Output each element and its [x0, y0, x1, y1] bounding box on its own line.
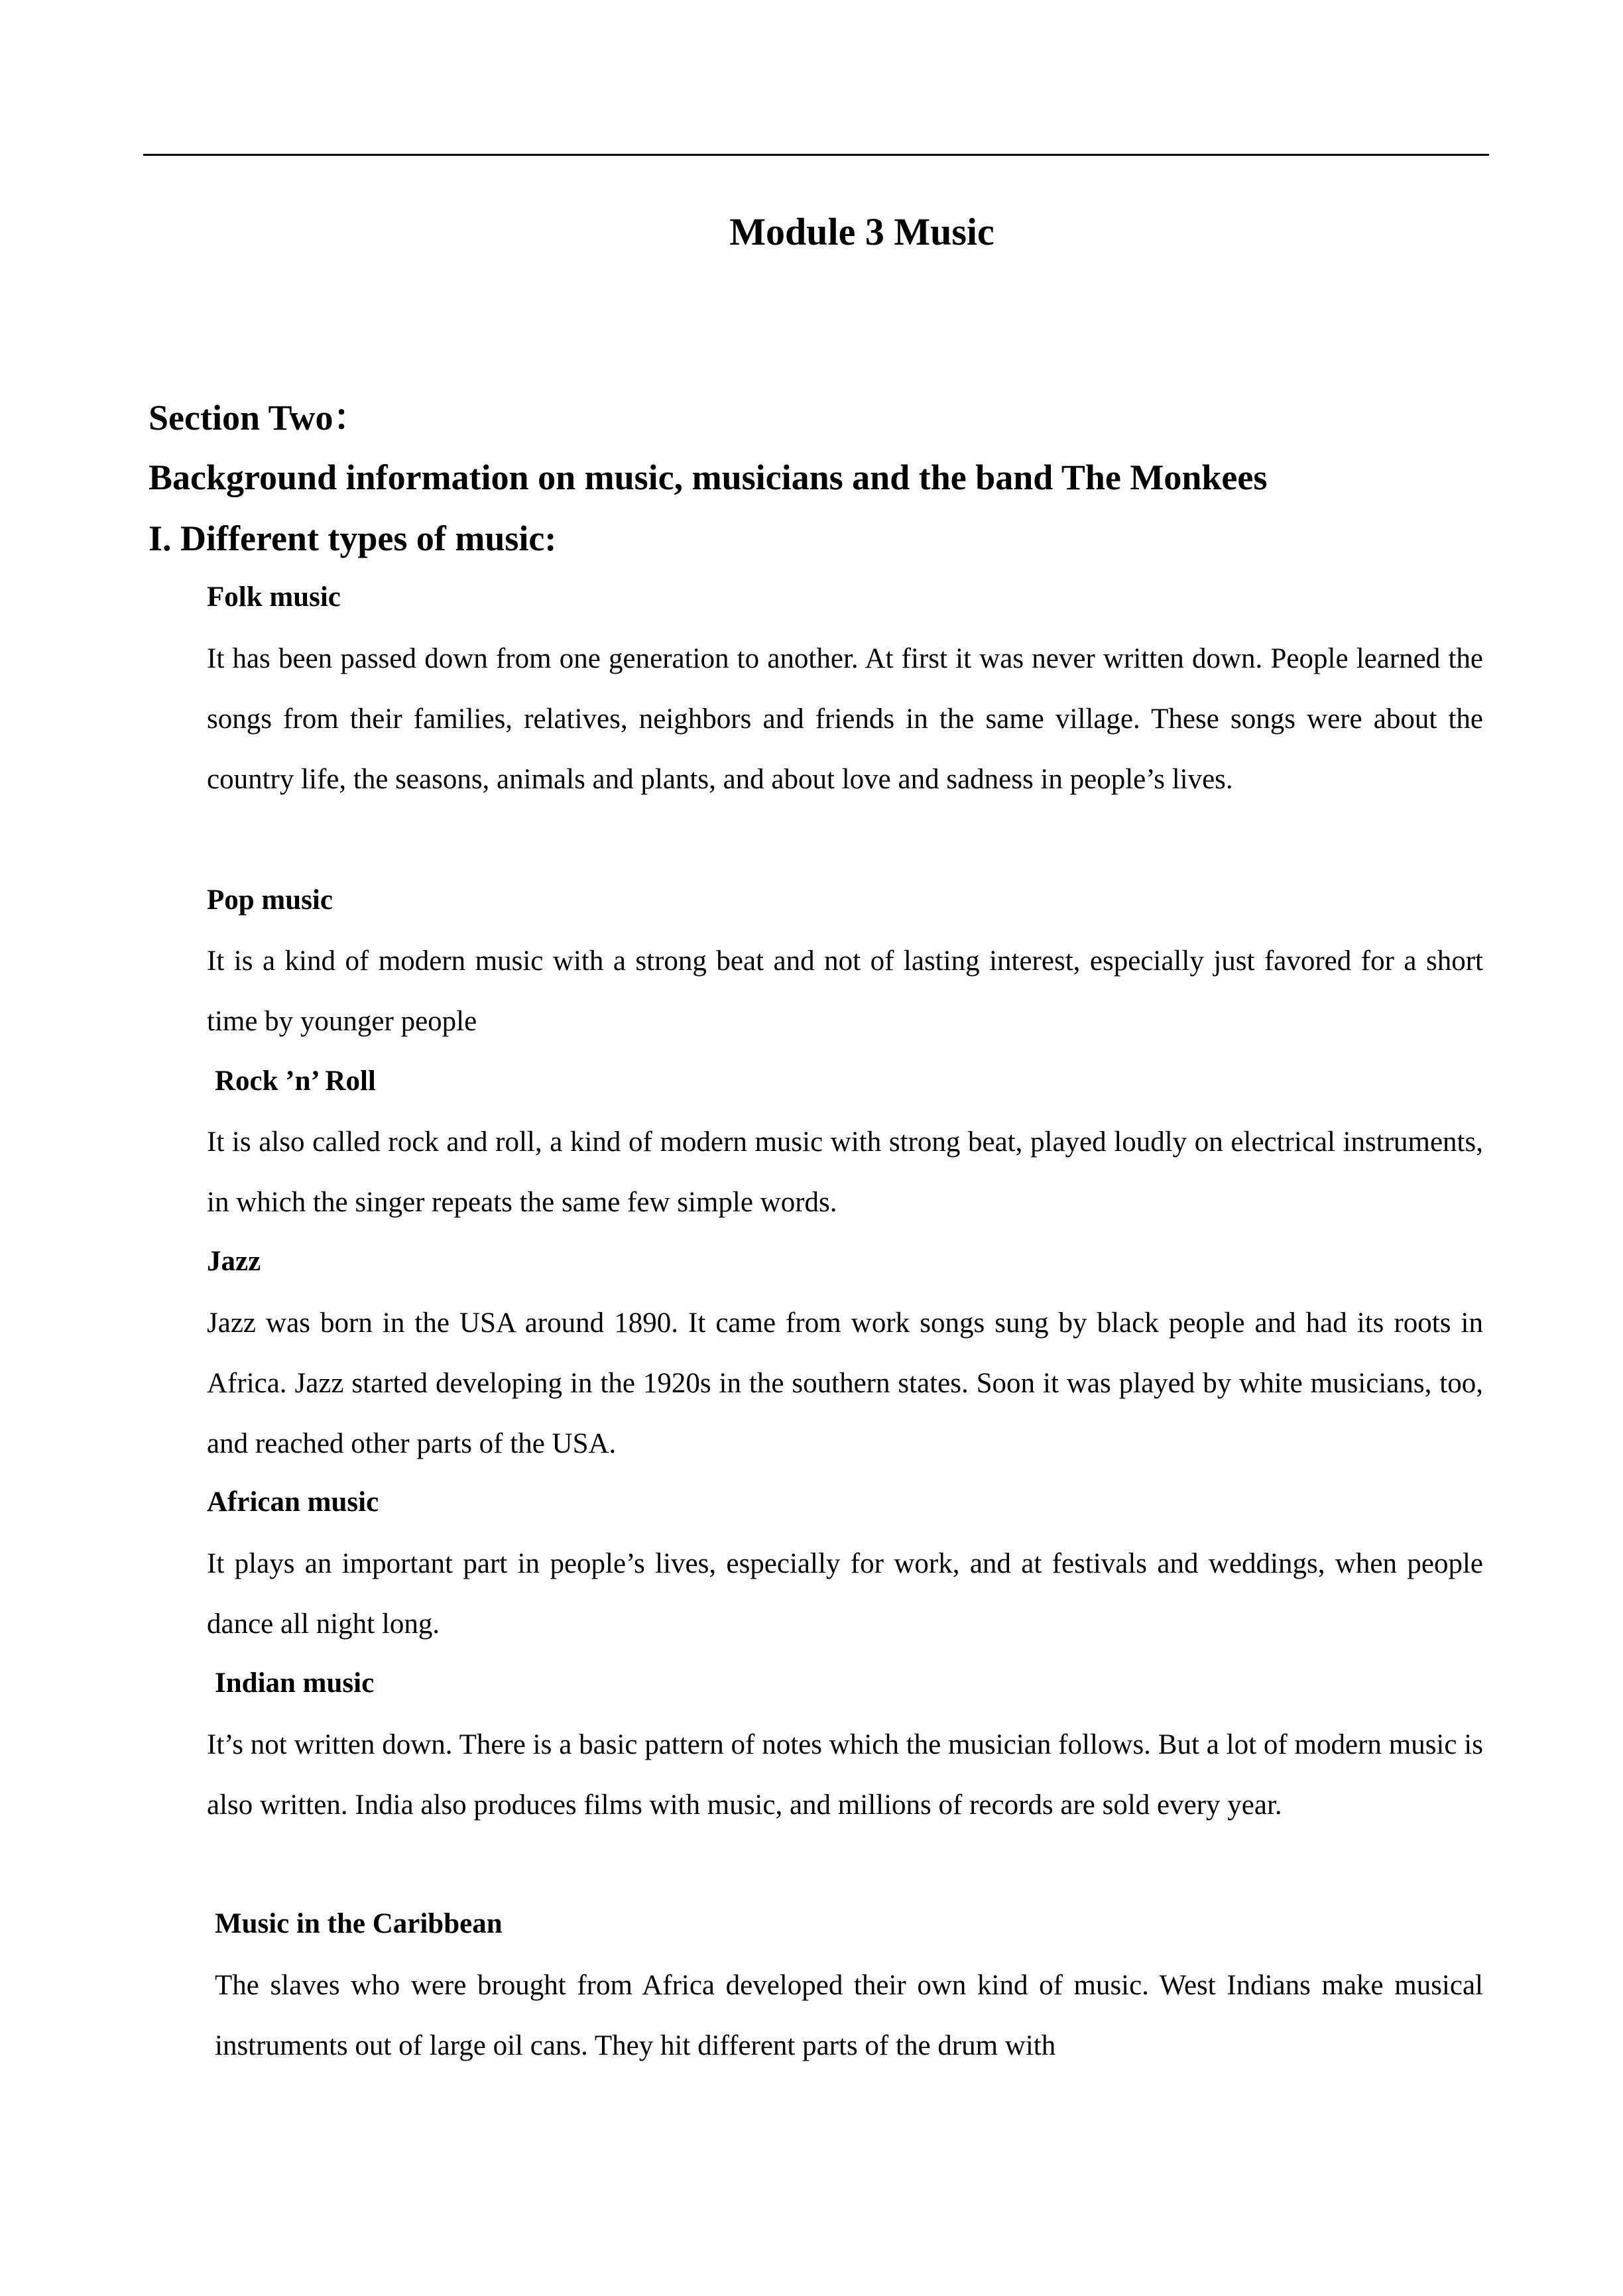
- music-type-heading: Folk music: [207, 581, 341, 613]
- music-type-description: It is also called rock and roll, a kind of modern music with strong beat, played loudly on electrical instruments, in which the singer repeats the same few simple words.: [207, 1126, 1483, 1218]
- music-type-description: It is a kind of modern music with a strong beat and not of lasting interest, especially just favored for a short time by younger people: [207, 945, 1483, 1037]
- section-label: Section Two：: [149, 398, 369, 438]
- music-type-heading: African music: [207, 1486, 379, 1518]
- section-heading: Background information on music, musicians and the band The Monkees: [149, 457, 1268, 497]
- music-type-heading: Jazz: [207, 1246, 261, 1277]
- music-type-heading: Indian music: [215, 1667, 375, 1699]
- music-type-heading: Pop music: [207, 884, 333, 916]
- music-type-description: It’s not written down. There is a basic pattern of notes which the musician follows. But a lot of modern music is also written. India also produces films with music, and millions of records are sold every year.: [207, 1729, 1483, 1821]
- music-type-heading: Music in the Caribbean: [215, 1908, 503, 1939]
- music-type-description: Jazz was born in the USA around 1890. It came from work songs sung by black people and had its roots in Africa. Jazz started developing in the 1920s in the southern states. Soon it was played by white musicians, too, and reached other parts of the USA.: [207, 1307, 1483, 1459]
- page-title: Module 3 Music: [729, 210, 994, 253]
- part-heading: I. Different types of music:: [149, 518, 557, 558]
- music-type-description: It plays an important part in people’s lives, especially for work, and at festivals and weddings, when people dance all night long.: [207, 1548, 1483, 1640]
- music-type-description: The slaves who were brought from Africa developed their own kind of music. West Indians make musical instruments out of large oil cans. They hit different parts of the drum with: [215, 1970, 1483, 2061]
- music-type-description: It has been passed down from one generation to another. At first it was never written down. People learned the songs from their families, relatives, neighbors and friends in the same village. These songs were about the country life, the seasons, animals and plants, and about love and sadness in people’s lives.: [207, 643, 1483, 795]
- music-type-heading: Rock ’n’ Roll: [215, 1065, 376, 1097]
- header-rule: [143, 154, 1489, 156]
